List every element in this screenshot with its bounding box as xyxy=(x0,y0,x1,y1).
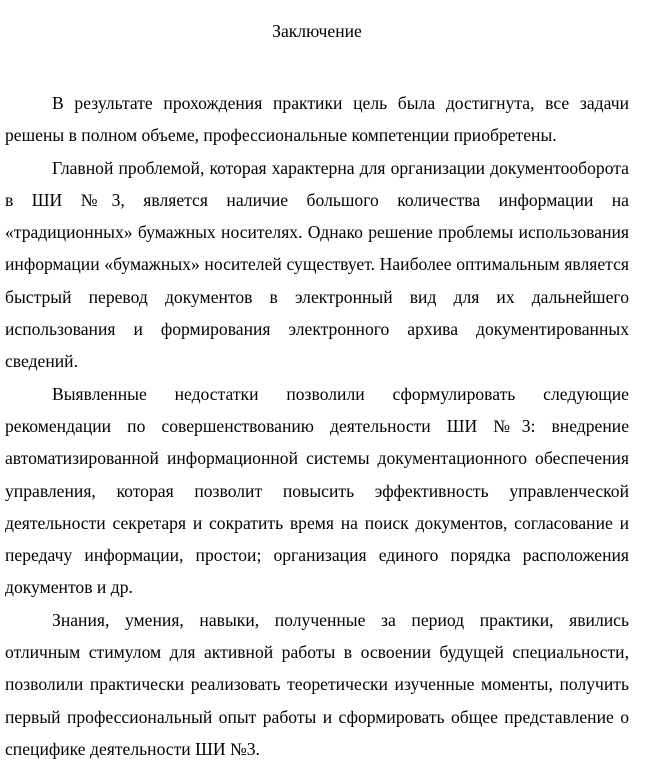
page-title: Заключение xyxy=(272,21,362,41)
paragraph-3: Выявленные недостатки позволили сформулировать следующие рекомендации по совершенствованию деятельности ШИ №3: внедрение автоматизированной информационной системы документационного обеспечения управления, которая позволит повысить эффективность управленческой деятельности секретаря и сократить время на поиск документов, согласование и передачу информации, простои; организация единого порядка расположения документов и др. xyxy=(5,383,629,598)
paragraph-1: В результате прохождения практики цель была достигнута, все задачи решены в полном объеме, профессиональные компетенции приобретены. xyxy=(5,93,629,146)
document-body xyxy=(5,87,629,765)
paragraph-2: Главной проблемой, которая характерна для организации документооборота в ШИ №3, является наличие большого количества информации на «традиционных» бумажных носителях. Однако решение проблемы использования информации «бумажных» носителей существует. Наиболее оптимальным является быстрый перевод документов в электронный вид для их дальнейшего использования и формирования электронного архива документированных сведений. xyxy=(5,157,629,372)
document-page xyxy=(5,0,629,765)
paragraph-4: Знания, умения, навыки, полученные за период практики, явились отличным стимулом для активной работы в освоении будущей специальности, позволили практически реализовать теоретически изученные моменты, получить первый профессиональный опыт работы и сформировать общее представление о специфике деятельности ШИ №3. xyxy=(5,609,629,759)
